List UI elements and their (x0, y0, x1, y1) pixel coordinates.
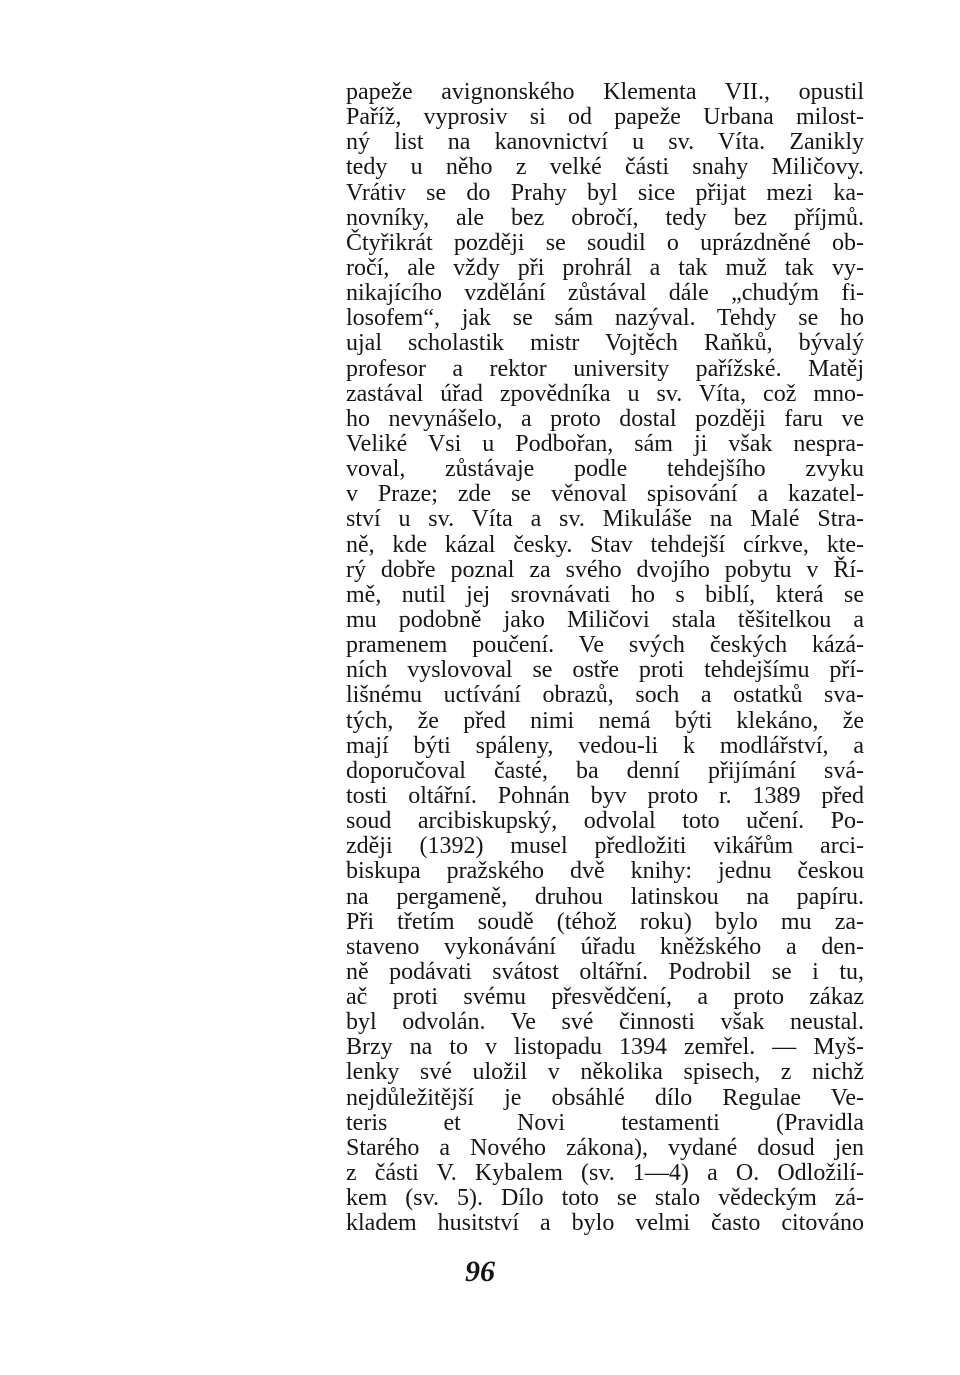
text-line: na pergameně, druhou latinskou na papíru. (346, 883, 864, 910)
text-line: biskupa pražského dvě knihy: jednu českou (346, 858, 864, 885)
text-line: ně podávati svátost oltářní. Podrobil se i tu, (346, 958, 864, 985)
text-line: teris et Novi testamenti (Pravidla (346, 1109, 864, 1136)
text-line: Starého a Nového zákona), vydané dosud jen (346, 1134, 864, 1161)
page-number: 96 (465, 1255, 495, 1288)
body-text (346, 80, 864, 1236)
text-line: zději (1392) musel předložiti vikářům arci- (346, 833, 864, 860)
text-line: mají býti spáleny, vedou-li k modlářství, a (346, 732, 864, 759)
text-line: lišnému uctívání obrazů, soch a ostatků sva- (346, 682, 864, 709)
text-line: papeže avignonského Klementa VII., opustil (346, 79, 864, 105)
text-line: Paříž, vyprosiv si od papeže Urbana milost- (346, 104, 864, 131)
text-line: rý dobře poznal za svého dvojího pobytu v Ří- (346, 556, 864, 583)
text-line: Brzy na to v listopadu 1394 zemřel. — Myš- (346, 1034, 864, 1061)
text-line: tedy u něho z velké části snahy Miličovy. (346, 154, 864, 181)
text-line: ujal scholastik mistr Vojtěch Raňků, bývalý (346, 330, 864, 357)
text-line: z části V. Kybalem (sv. 1—4) a O. Odložilí- (346, 1160, 864, 1187)
text-line: tých, že před nimi nemá býti klekáno, že (346, 707, 864, 734)
text-line: ný list na kanovnictví u sv. Víta. Zanikly (346, 129, 864, 156)
text-line: Vrátiv se do Prahy byl sice přijat mezi ka- (346, 179, 864, 206)
text-line: v Praze; zde se věnoval spisování a kazatel- (346, 481, 864, 508)
text-line: ně, kde kázal česky. Stav tehdejší církve, kte- (346, 531, 864, 558)
text-line: lenky své uložil v několika spisech, z nichž (346, 1059, 864, 1086)
text-line: soud arcibiskupský, odvolal toto učení. Po- (346, 808, 864, 835)
text-line: kladem husitství a bylo velmi často citováno (346, 1210, 864, 1237)
text-line: ač proti svému přesvědčení, a proto zákaz (346, 984, 864, 1011)
text-line: ročí, ale vždy při prohrál a tak muž tak vy- (346, 254, 864, 281)
text-line: byl odvolán. Ve své činnosti však neustal. (346, 1009, 864, 1036)
text-line: doporučoval časté, ba denní přijímání svá- (346, 757, 864, 784)
text-line: nejdůležitější je obsáhlé dílo Regulae Ve- (346, 1084, 864, 1111)
text-line: nikajícího vzdělání zůstával dále „chudým fi- (346, 280, 864, 307)
text-line: ství u sv. Víta a sv. Mikuláše na Malé Stra- (346, 506, 864, 533)
text-line: losofem“, jak se sám nazýval. Tehdy se ho (346, 305, 864, 332)
text-line: ních vyslovoval se ostře proti tehdejšímu pří- (346, 657, 864, 684)
text-line: tosti oltářní. Pohnán byv proto r. 1389 před (346, 782, 864, 809)
text-line: staveno vykonávání úřadu kněžského a den- (346, 933, 864, 960)
text-line: profesor a rektor university pařížské. Matěj (346, 355, 864, 382)
text-line: Veliké Vsi u Podbořan, sám ji však nespra- (346, 430, 864, 457)
text-line: ho nevynášelo, a proto dostal později faru ve (346, 405, 864, 432)
text-line: voval, zůstávaje podle tehdejšího zvyku (346, 456, 864, 483)
text-line: Při třetím soudě (téhož roku) bylo mu za- (346, 908, 864, 935)
text-line: Čtyřikrát později se soudil o uprázdněné ob- (346, 229, 864, 256)
text-line: zastával úřad zpovědníka u sv. Víta, což mno- (346, 380, 864, 407)
text-line: mu podobně jako Miličovi stala těšitelkou a (346, 606, 864, 633)
text-line: pramenem poučení. Ve svých českých kázá- (346, 632, 864, 659)
text-line: kem (sv. 5). Dílo toto se stalo vědeckým zá- (346, 1185, 864, 1212)
text-line: novníky, ale bez obročí, tedy bez příjmů. (346, 204, 864, 231)
text-line: mě, nutil jej srovnávati ho s biblí, která se (346, 581, 864, 608)
